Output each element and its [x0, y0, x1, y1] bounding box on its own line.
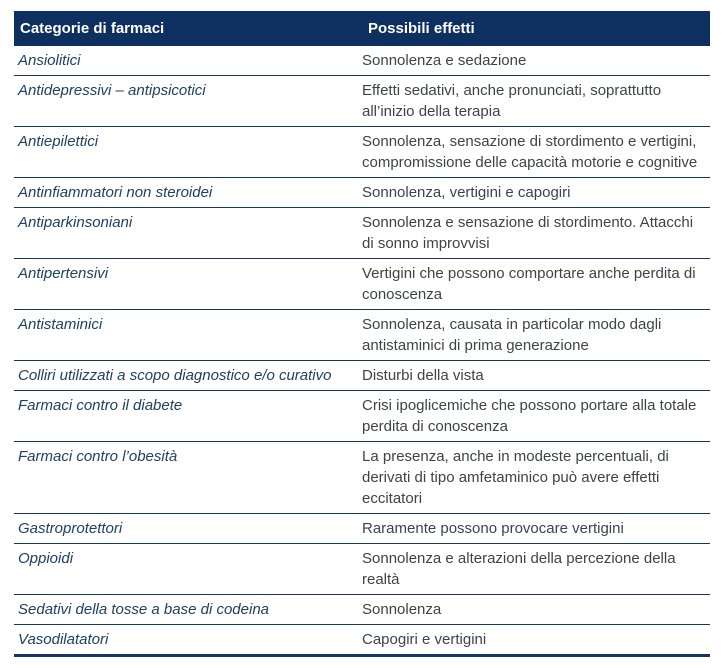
- effects-cell: Vertigini che possono comportare anche perdita di conoscenza: [362, 265, 696, 303]
- category-cell: Antipertensivi: [18, 265, 109, 282]
- table-row: [14, 514, 710, 544]
- table-header-row: [14, 11, 710, 46]
- category-cell: Farmaci contro l’obesità: [18, 448, 178, 465]
- table-row: [14, 127, 710, 178]
- category-cell: Antinfiammatori non steroidei: [18, 184, 213, 201]
- effects-cell: Disturbi della vista: [362, 367, 484, 384]
- table-row: [14, 625, 710, 657]
- table-row: [14, 361, 710, 391]
- table-row: [14, 595, 710, 625]
- table-row: [14, 76, 710, 127]
- category-cell: Vasodilatatori: [18, 631, 109, 648]
- effects-cell: La presenza, anche in modeste percentuali, di derivati di tipo amfetaminico può avere effetti eccitatori: [362, 448, 669, 507]
- table-row: [14, 442, 710, 514]
- table-row: [14, 178, 710, 208]
- column-header-effects: Possibili effetti: [368, 20, 475, 37]
- category-cell: Sedativi della tosse a base di codeina: [18, 601, 270, 618]
- effects-cell: Sonnolenza, sensazione di stordimento e vertigini, compromissione delle capacità motorie e cognitive: [362, 133, 698, 171]
- table-row: [14, 544, 710, 595]
- effects-cell: Capogiri e vertigini: [362, 631, 487, 648]
- effects-cell: Sonnolenza e alterazioni della percezione della realtà: [362, 550, 676, 588]
- effects-cell: Crisi ipoglicemiche che possono portare alla totale perdita di conoscenza: [362, 397, 697, 435]
- column-header-categories: Categorie di farmaci: [20, 20, 165, 37]
- category-cell: Colliri utilizzati a scopo diagnostico e/o curativo: [18, 367, 332, 384]
- effects-cell: Sonnolenza: [362, 601, 442, 618]
- effects-cell: Raramente possono provocare vertigini: [362, 520, 624, 537]
- category-cell: Antiparkinsoniani: [18, 214, 133, 231]
- category-cell: Oppioidi: [18, 550, 74, 567]
- category-cell: Antidepressivi – antipsicotici: [18, 82, 206, 99]
- category-cell: Antistaminici: [18, 316, 103, 333]
- table-row: [14, 391, 710, 442]
- table-row: [14, 46, 710, 76]
- effects-cell: Sonnolenza, causata in particolar modo dagli antistaminici di prima generazione: [362, 316, 662, 354]
- category-cell: Antiepilettici: [18, 133, 99, 150]
- category-cell: Gastroprotettori: [18, 520, 123, 537]
- table-row: [14, 208, 710, 259]
- effects-cell: Sonnolenza, vertigini e capogiri: [362, 184, 571, 201]
- effects-cell: Sonnolenza e sensazione di stordimento. Attacchi di sonno improvvisi: [362, 214, 694, 252]
- category-cell: Farmaci contro il diabete: [18, 397, 183, 414]
- table-row: [14, 259, 710, 310]
- effects-cell: Sonnolenza e sedazione: [362, 52, 527, 69]
- drug-effects-table: [14, 11, 710, 657]
- effects-cell: Effetti sedativi, anche pronunciati, soprattutto all’inizio della terapia: [362, 82, 662, 120]
- table-row: [14, 310, 710, 361]
- category-cell: Ansiolitici: [18, 52, 81, 69]
